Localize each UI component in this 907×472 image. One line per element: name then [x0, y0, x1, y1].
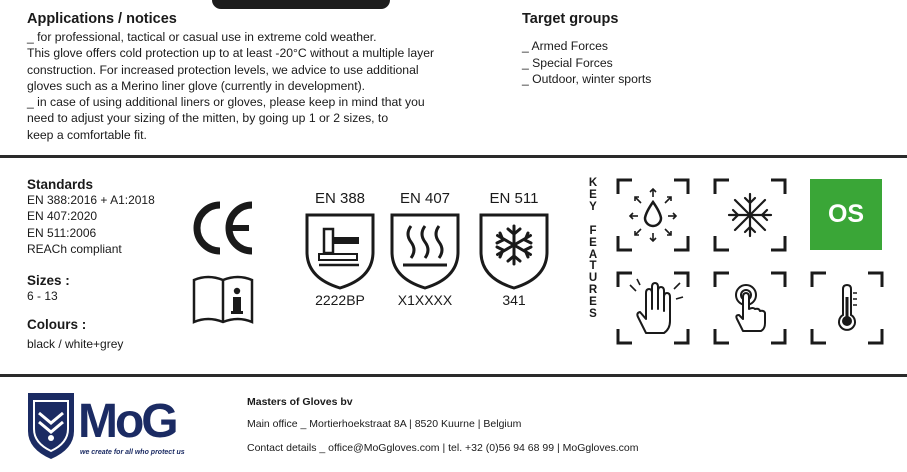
sizes-title — [27, 273, 70, 288]
sizes-label: Sizes — [27, 273, 62, 288]
key-features-letter: Y — [589, 200, 597, 213]
sizes-section — [27, 273, 70, 304]
ce-mark-icon — [192, 201, 256, 255]
target-group-item: _ Outdoor, winter sports — [522, 72, 652, 86]
applications-line: _ for professional, tactical or casual use in extreme cold weather. — [27, 30, 377, 44]
en388-rating: 2222BP — [315, 292, 365, 308]
touchscreen-icon — [713, 271, 787, 345]
colours-section — [27, 317, 123, 352]
company-address: Main office _ Mortierhoekstraat 8A | 8520 Kuurne | Belgium — [247, 418, 522, 430]
cold-snowflake-icon — [478, 212, 550, 290]
standards-section — [27, 177, 197, 257]
thermal-insulation-icon — [810, 271, 884, 345]
brand-tagline: we create for all who protect us — [80, 449, 185, 456]
standard-item: EN 511:2006 — [27, 225, 97, 240]
applications-line: need to adjust your sizing of the mitten, by going up 1 or 2 sizes, to — [27, 111, 389, 126]
applications-line: gloves such as a Merino liner glove (currently in development). — [27, 78, 366, 93]
dexterity-hand-icon — [616, 271, 690, 345]
en388-certification — [292, 190, 388, 308]
key-features-letter: F — [589, 224, 597, 237]
key-features-letter: E — [589, 236, 597, 249]
en511-code: EN 511 — [489, 190, 539, 207]
cold-protection-snowflake-icon — [713, 178, 787, 252]
key-features-label — [586, 178, 600, 321]
mechanical-hammer-icon — [304, 212, 376, 290]
company-name: Masters of Gloves bv — [247, 396, 353, 408]
colours-title — [27, 317, 123, 332]
section-divider — [0, 155, 907, 158]
standard-item: EN 407:2020 — [27, 209, 98, 224]
company-info — [247, 396, 639, 454]
colours-colon: : — [78, 317, 87, 332]
en511-certification — [466, 190, 562, 308]
company-contact: Contact details _ office@MoGgloves.com | tel. +32 (0)56 94 68 99 | MoGgloves.com — [247, 442, 639, 454]
key-features-letter: E — [589, 188, 597, 201]
en388-code: EN 388 — [314, 190, 366, 207]
applications-title: Applications / notices — [27, 11, 177, 27]
en407-rating: X1XXXX — [397, 292, 453, 308]
waterproof-drop-icon — [616, 178, 690, 252]
key-features-letter: R — [588, 284, 598, 297]
en407-code: EN 407 — [399, 190, 451, 207]
sizes-colon: : — [61, 273, 70, 288]
key-features-label-top — [586, 178, 600, 214]
standards-title: Standards — [27, 177, 94, 192]
sizes-value: 6 - 13 — [27, 289, 58, 303]
colours-value: black / white+grey — [27, 337, 124, 351]
applications-section — [27, 11, 497, 143]
key-features-letter: S — [589, 308, 597, 321]
key-features-letter: A — [588, 248, 598, 261]
target-groups-section — [522, 11, 651, 88]
key-features-letter: E — [589, 296, 597, 309]
applications-line: _ in case of using additional liners or gloves, please keep in mind that you — [27, 95, 425, 110]
os-badge: OS — [810, 179, 882, 250]
glove-image-edge — [212, 0, 390, 9]
section-divider — [0, 374, 907, 377]
key-features-letter: T — [589, 260, 597, 273]
applications-line: keep a comfortable fit. — [27, 127, 147, 142]
heat-flame-icon — [389, 212, 461, 290]
applications-line: This glove offers cold protection up to at least -20°C without a multiple layer — [27, 46, 435, 61]
instruction-manual-icon — [192, 274, 254, 324]
key-features-label-bottom — [586, 226, 600, 321]
key-features-letter: K — [588, 177, 598, 189]
key-features-letter: U — [588, 272, 598, 285]
applications-line: construction. For increased protection levels, we advice to use additional — [27, 62, 419, 77]
mog-logo-wordmark: MoG — [78, 395, 176, 448]
standard-item: REACh compliant — [27, 241, 122, 256]
target-groups-title: Target groups — [522, 11, 619, 27]
standard-item: EN 388:2016 + A1:2018 — [27, 193, 155, 207]
en407-certification — [377, 190, 473, 308]
en511-rating: 341 — [502, 292, 526, 308]
target-group-item: _ Armed Forces — [522, 39, 609, 53]
colours-label: Colours — [27, 317, 79, 332]
target-group-item: _ Special Forces — [522, 55, 613, 70]
